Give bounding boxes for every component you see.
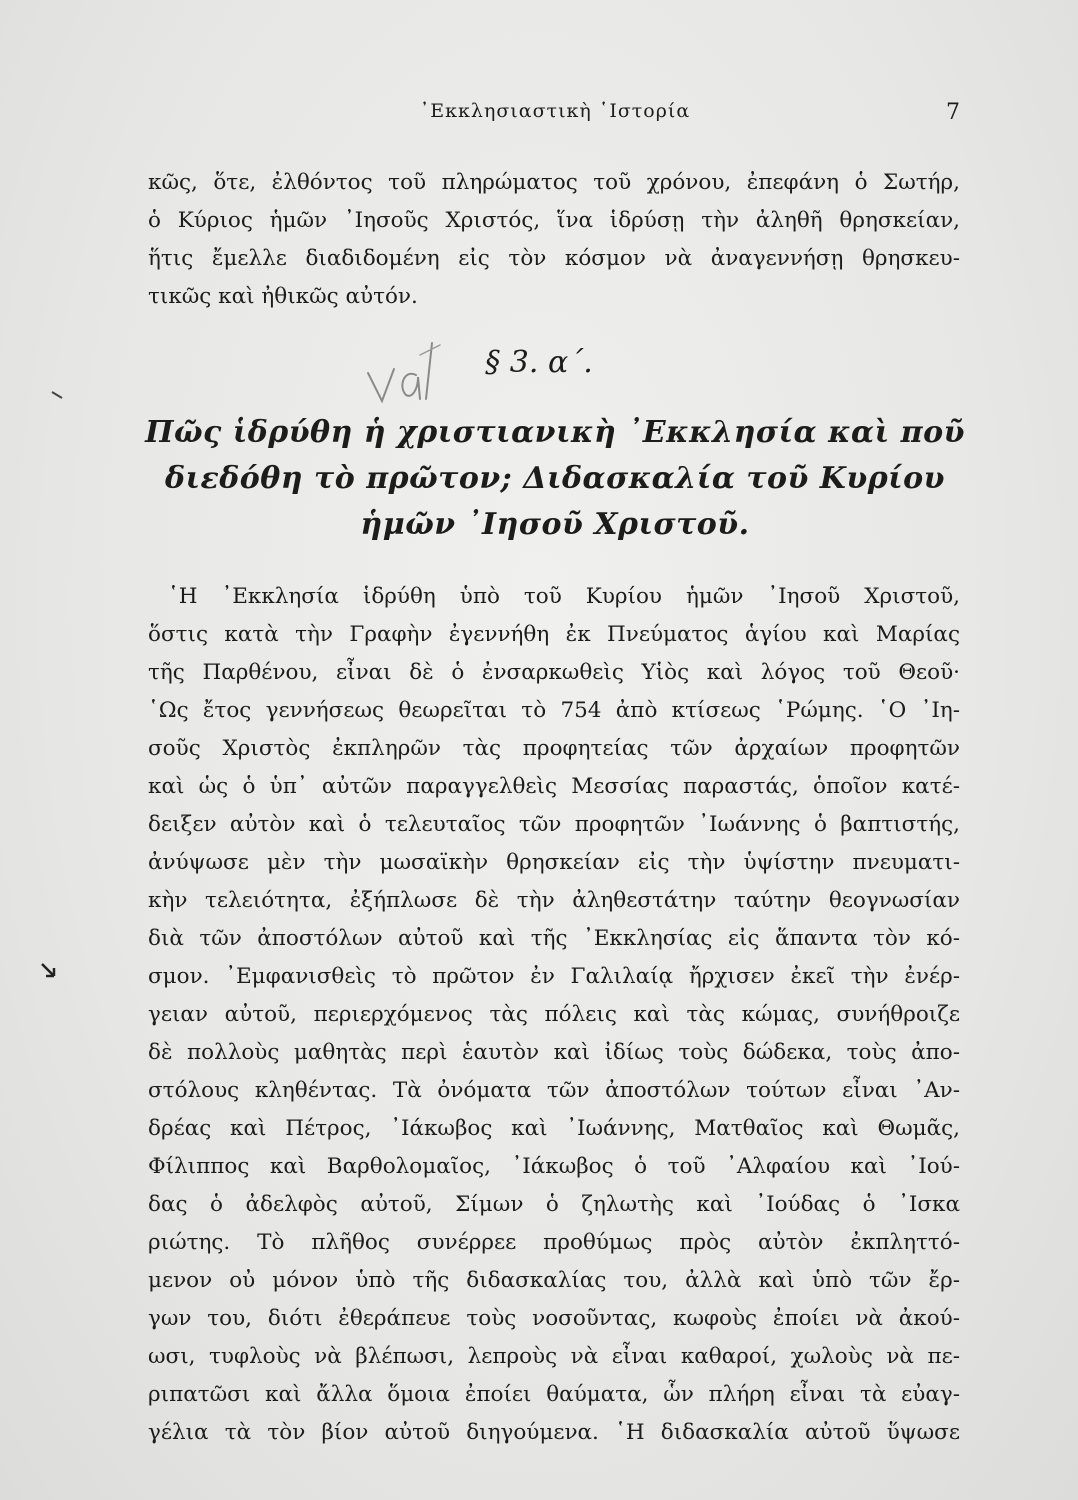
text-line: ἀνύψωσε μὲν τὴν μωσαϊκὴν θρησκείαν εἰς τὴν ὑψίστην πνευματι-	[148, 850, 960, 875]
text-line: δειξεν αὐτὸν καὶ ὁ τελευταῖος τῶν προφητῶν ᾿Ιωάννης ὁ βαπτιστής,	[148, 812, 960, 837]
text-line: ἥτις ἔμελλε διαδιδομένη εἰς τὸν κόσμον νὰ ἀναγεννήσῃ θρησκευ-	[148, 246, 960, 271]
text-line: ριπατῶσι καὶ ἄλλα ὅμοια ἐποίει θαύματα, ὧν πλήρη εἶναι τὰ εὐαγ-	[148, 1382, 960, 1407]
text-line: μενον οὐ μόνον ὑπὸ τῆς διδασκαλίας του, ἀλλὰ καὶ ὑπὸ τῶν ἔρ-	[148, 1268, 960, 1293]
text-line: τικῶς καὶ ἠθικῶς αὐτόν.	[148, 284, 418, 309]
heading-line: Πῶς ἱδρύθη ἡ χριστιανικὴ ᾿Εκκλησία καὶ ποῦ	[145, 415, 965, 450]
heading-line: ἡμῶν ᾿Ιησοῦ Χριστοῦ.	[360, 507, 750, 542]
text-line: διὰ τῶν ἀποστόλων αὐτοῦ καὶ τῆς ᾿Εκκλησίας εἰς ἅπαντα τὸν κό-	[148, 926, 960, 951]
text-line: Φίλιππος καὶ Βαρθολομαῖος, ᾿Ιάκωβος ὁ τοῦ ᾿Αλφαίου καὶ ᾿Ιού-	[148, 1154, 960, 1179]
heading-line: διεδόθη τὸ πρῶτον; Διδασκαλία τοῦ Κυρίου	[165, 461, 945, 496]
text-line: δρέας καὶ Πέτρος, ᾿Ιάκωβος καὶ ᾿Ιωάννης, Ματθαῖος καὶ Θωμᾶς,	[148, 1116, 960, 1141]
text-line: ωσι, τυφλοὺς νὰ βλέπωσι, λεπροὺς νὰ εἶναι καθαροί, χωλοὺς νὰ πε-	[148, 1344, 960, 1369]
margin-arrow-icon	[40, 962, 60, 982]
text-line: γέλια τὰ τὸν βίον αὐτοῦ διηγούμενα. ῾Η διδασκαλία αὐτοῦ ὕψωσε	[148, 1420, 960, 1445]
text-line: σοῦς Χριστὸς ἐκπληρῶν τὰς προφητείας τῶν ἀρχαίων προφητῶν	[148, 736, 960, 761]
text-line: κὴν τελειότητα, ἐξήπλωσε δὲ τὴν ἀληθεστάτην ταύτην θεογνωσίαν	[148, 888, 960, 913]
running-head	[150, 100, 960, 130]
text-line: ὅστις κατὰ τὴν Γραφὴν ἐγεννήθη ἐκ Πνεύματος ἁγίου καὶ Μαρίας	[148, 622, 960, 647]
text-line: καὶ ὡς ὁ ὑπ᾿ αὐτῶν παραγγελθεὶς Μεσσίας παραστάς, ὁποῖον κατέ-	[148, 774, 960, 799]
running-title: ᾿Εκκλησιαστικὴ ῾Ιστορία	[419, 100, 691, 122]
intro-paragraph	[148, 164, 960, 316]
text-line: δὲ πολλοὺς μαθητὰς περὶ ἑαυτὸν καὶ ἰδίως τοὺς δώδεκα, τοὺς ἀπο-	[148, 1040, 960, 1065]
text-line: γων του, διότι ἐθεράπευε τοὺς νοσοῦντας, κωφοὺς ἐποίει νὰ ἀκού-	[148, 1306, 960, 1331]
margin-mark-icon	[50, 388, 66, 404]
section-mark: § 3. α΄.	[485, 345, 593, 380]
text-line: δας ὁ ἀδελφὸς αὐτοῦ, Σίμων ὁ ζηλωτὴς καὶ ᾿Ιούδας ὁ ᾿Ισκα	[148, 1192, 960, 1217]
text-line: σμον. ᾿Εμφανισθεὶς τὸ πρῶτον ἐν Γαλιλαίᾳ ἤρχισεν ἐκεῖ τὴν ἐνέρ-	[148, 964, 960, 989]
text-line: τῆς Παρθένου, εἶναι δὲ ὁ ἐνσαρκωθεὶς Υἱὸς καὶ λόγος τοῦ Θεοῦ·	[148, 660, 960, 685]
section-heading	[140, 410, 970, 548]
text-line: στόλους κληθέντας. Τὰ ὀνόματα τῶν ἀποστόλων τούτων εἶναι ᾿Αν-	[148, 1078, 960, 1103]
text-line: ριώτης. Τὸ πλῆθος συνέρρεε προθύμως πρὸς αὐτὸν ἐκπληττό-	[148, 1230, 960, 1255]
text-line: γειαν αὐτοῦ, περιερχόμενος τὰς πόλεις καὶ τὰς κώμας, συνήθροιζε	[148, 1002, 960, 1027]
page-number: 7	[946, 100, 960, 125]
text-line: κῶς, ὅτε, ἐλθόντος τοῦ πληρώματος τοῦ χρόνου, ἐπεφάνη ὁ Σωτήρ,	[148, 170, 960, 195]
text-line: ῾Ως ἔτος γεννήσεως θεωρεῖται τὸ 754 ἀπὸ κτίσεως ῾Ρώμης. ῾Ο ᾿Ιη-	[148, 698, 960, 723]
text-line: ῾Η ᾿Εκκλησία ἱδρύθη ὑπὸ τοῦ Κυρίου ἡμῶν ᾿Ιησοῦ Χριστοῦ,	[168, 584, 960, 609]
body-paragraph	[148, 578, 960, 1452]
text-line: ὁ Κύριος ἡμῶν ᾿Ιησοῦς Χριστός, ἵνα ἱδρύσῃ τὴν ἀληθῆ θρησκείαν,	[148, 208, 960, 233]
